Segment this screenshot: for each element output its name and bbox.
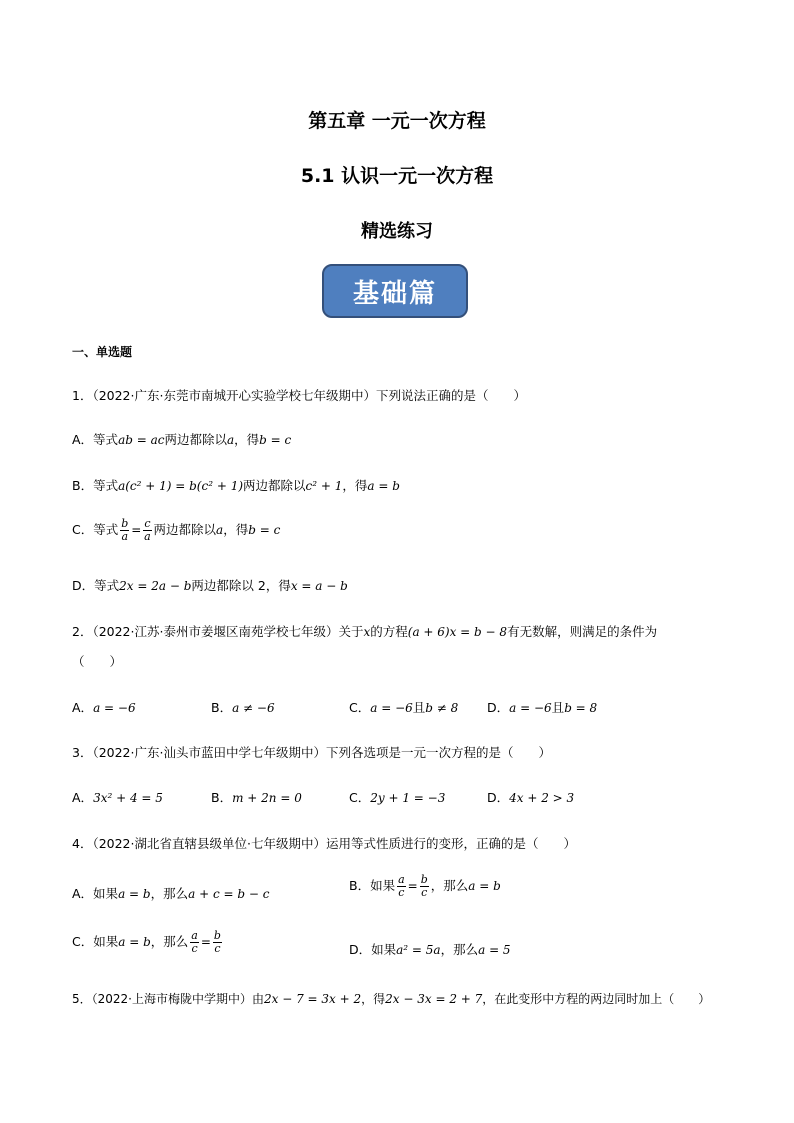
question-4-stem: 4．（2022·湖北省直辖县级单位·七年级期中）运用等式性质进行的变形，正确的是（ ） [72, 836, 576, 851]
question-1-stem: 1．（2022·广东·东莞市南城开心实验学校七年级期中）下列说法正确的是（ ） [72, 388, 526, 403]
question-2-option-b: B．a ≠ −6 [211, 700, 275, 715]
question-4-option-d: D．如果a² = 5a，那么a = 5 [349, 942, 511, 957]
question-1-option-d: D．等式2x = 2a − b两边都除以 2，得x = a − b [72, 578, 348, 593]
fraction: $\frac{b}{c}$ [213, 929, 221, 955]
question-3-option-c: C．2y + 1 = −3 [349, 790, 446, 805]
question-4-option-c: C．如果a = b，那么 $\frac{a}{c}$ = $\frac{b}{c}$ [72, 929, 221, 955]
question-1-option-c: C．等式 $\frac{b}{a}$ = $\frac{c}{a}$ 两边都除以a，得b = c [72, 517, 281, 543]
page-subtitle: 精选练习 [361, 221, 433, 242]
question-3-option-d: D．4x + 2 > 3 [487, 790, 575, 805]
question-2-stem: 2．（2022·江苏·泰州市姜堰区南苑学校七年级）关于x的方程(a + 6)x = b − 8有无数解，则满足的条件为 [72, 624, 658, 639]
question-4-option-b: B．如果 $\frac{a}{c}$ = $\frac{b}{c}$ ，那么a = b [349, 873, 501, 899]
question-3-stem: 3．（2022·广东·汕头市蓝田中学七年级期中）下列各选项是一元一次方程的是（ ） [72, 745, 551, 760]
fraction: $\frac{b}{a}$ [121, 517, 129, 543]
question-type-heading: 一、单选题 [72, 345, 133, 359]
question-2-stem-continuation: （ ） [72, 654, 123, 669]
level-badge-label: 基础篇 [352, 278, 437, 309]
question-1-option-a: A．等式ab = ac两边都除以a，得b = c [72, 432, 292, 447]
question-2-option-a: A．a = −6 [72, 700, 136, 715]
fraction: $\frac{a}{c}$ [191, 929, 198, 955]
question-4-option-a: A．如果a = b，那么a + c = b − c [72, 886, 270, 901]
section-title: 5.1 认识一元一次方程 [300, 165, 494, 187]
chapter-title: 第五章 一元一次方程 [308, 110, 486, 132]
question-3-option-a: A．3x² + 4 = 5 [72, 790, 163, 805]
question-1-option-b: B．等式a(c² + 1) = b(c² + 1)两边都除以c² + 1，得a = b [72, 478, 400, 493]
fraction: $\frac{b}{c}$ [420, 873, 428, 899]
question-3-option-b: B．m + 2n = 0 [211, 790, 302, 805]
question-2-option-d: D．a = −6且b = 8 [487, 700, 598, 715]
question-5-stem: 5．（2022·上海市梅陇中学期中）由2x − 7 = 3x + 2，得2x − 3x = 2 + 7，在此变形中方程的两边同时加上（ ） [72, 992, 711, 1006]
level-badge [322, 264, 468, 318]
question-2-option-c: C．a = −6且b ≠ 8 [349, 700, 459, 715]
fraction: $\frac{a}{c}$ [398, 873, 405, 899]
fraction: $\frac{c}{a}$ [144, 517, 151, 543]
